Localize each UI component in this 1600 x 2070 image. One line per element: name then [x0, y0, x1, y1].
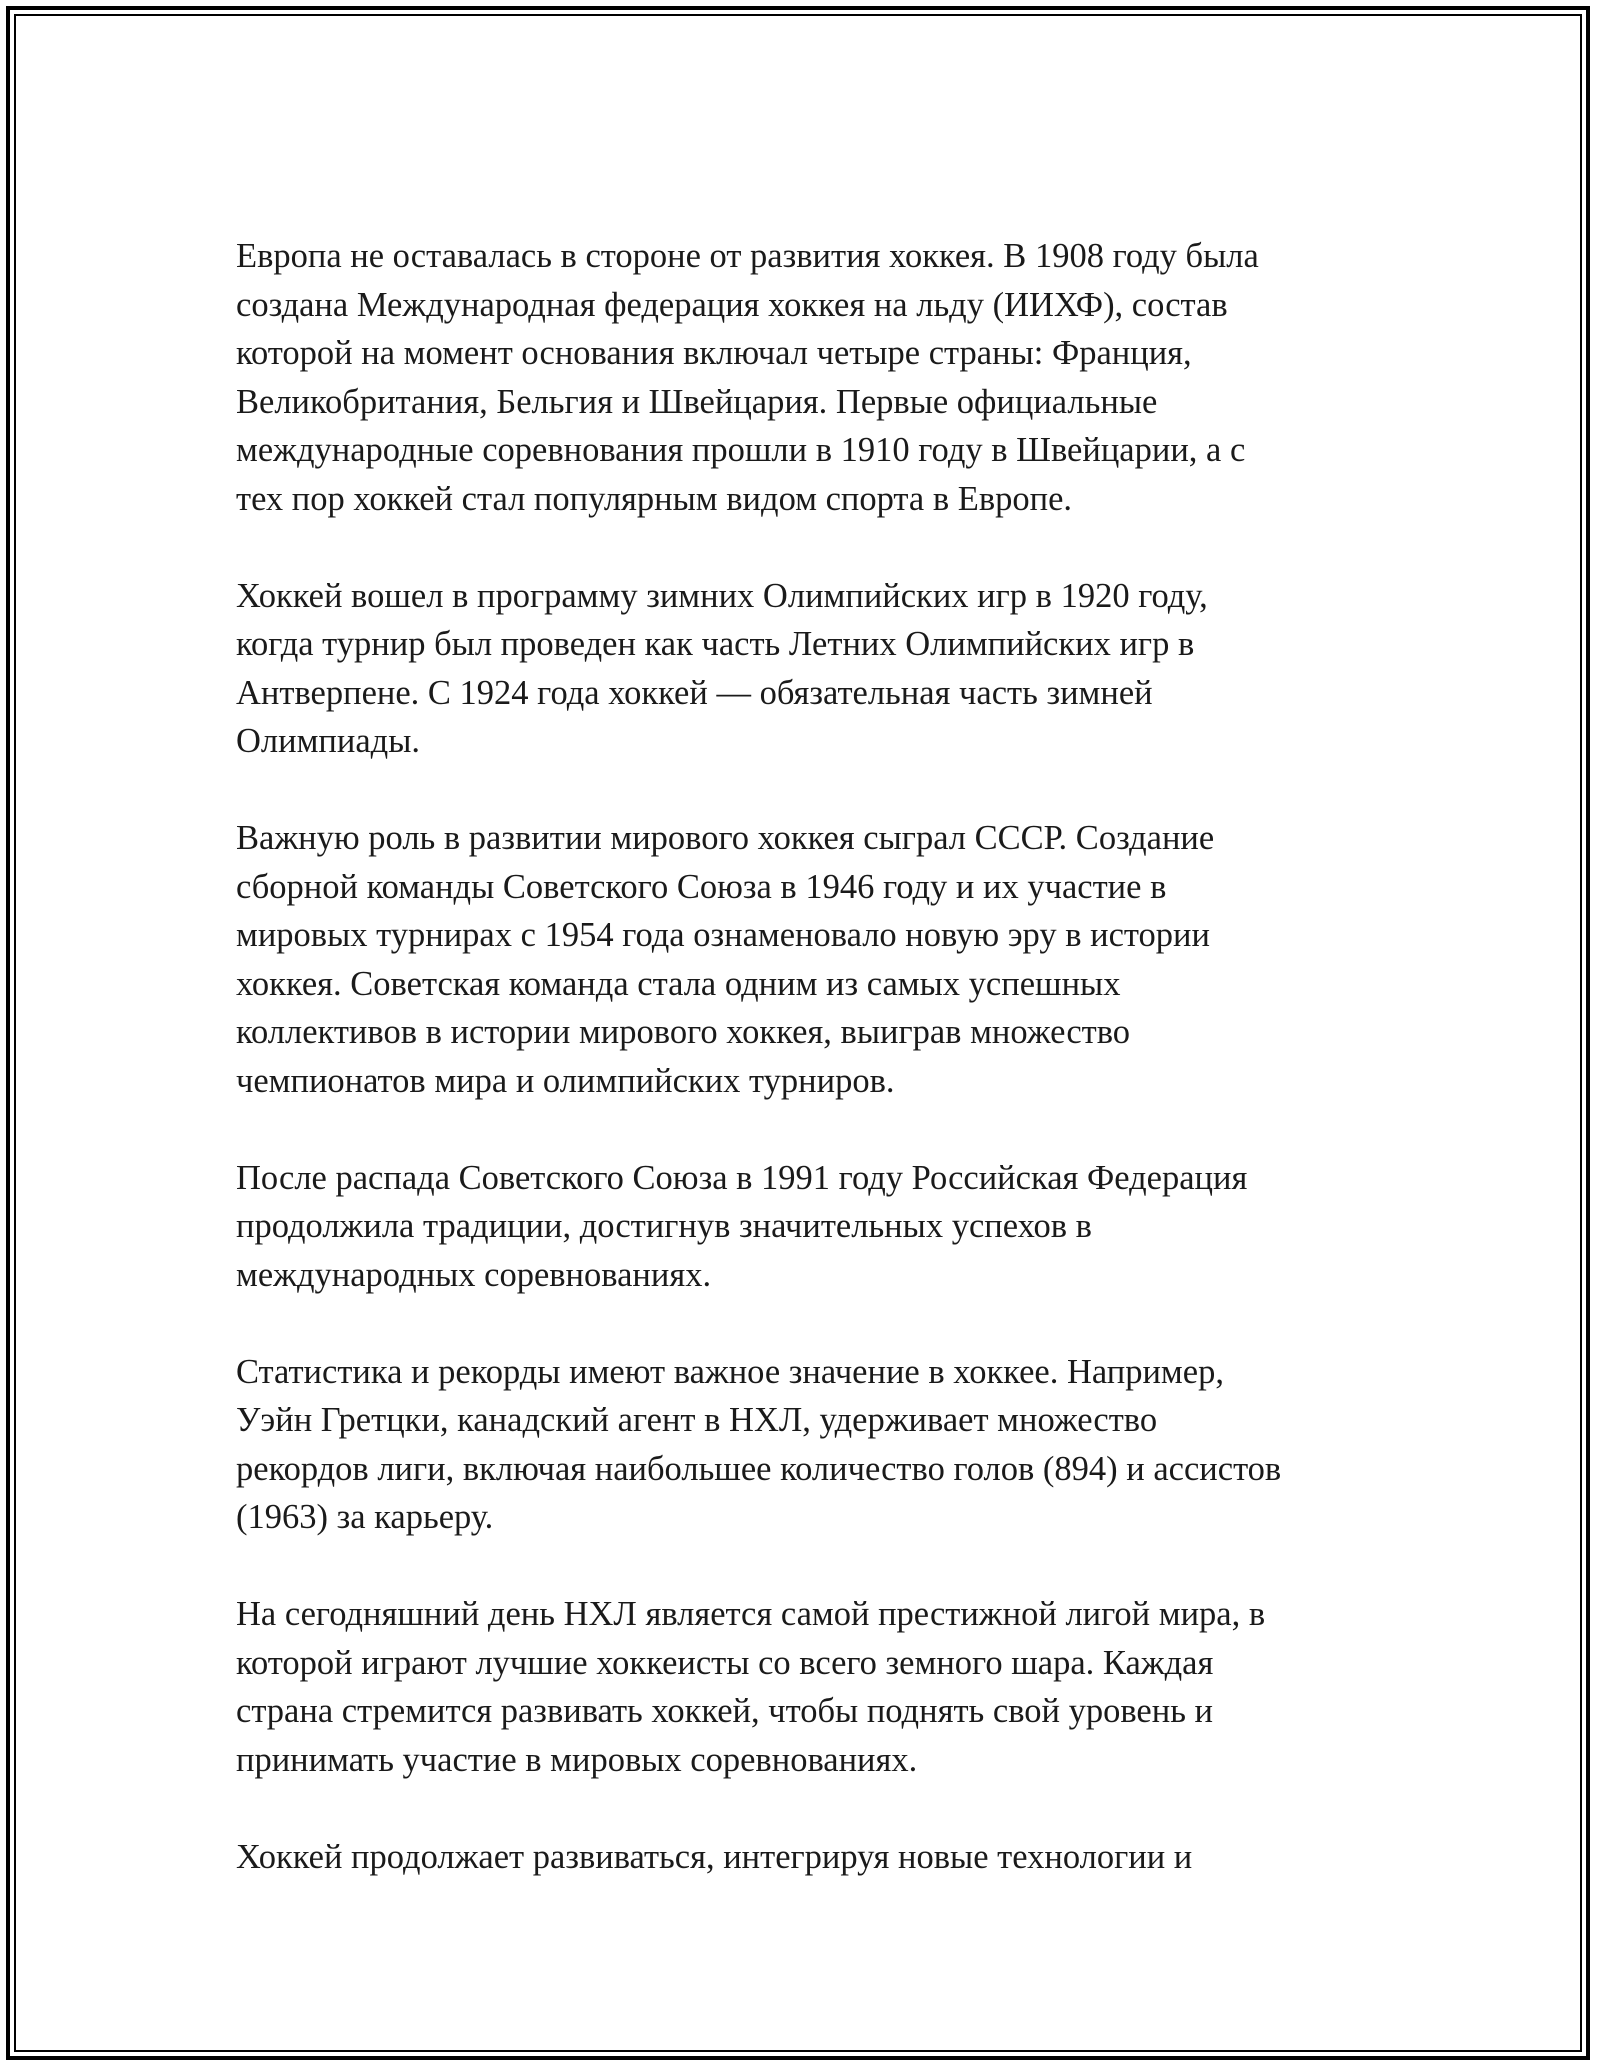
text-line: Уэйн Гретцки, канадский агент в НХЛ, удерживает множество: [236, 1401, 1158, 1439]
text-line: создана Международная федерация хоккея на льду (ИИХФ), состав: [236, 285, 1228, 324]
text-line: (1963) за карьеру.: [236, 1498, 494, 1536]
text-line: принимать участие в мировых соревнованиях.: [236, 1740, 918, 1779]
text-line: продолжила традиции, достигнув значительных успехов в: [236, 1207, 1092, 1245]
text-line: международные соревнования прошли в 1910 году в Швейцарии, а с: [236, 431, 1246, 469]
text-line: рекордов лиги, включая наибольшее количество голов (894) и ассистов: [236, 1449, 1282, 1488]
text-line: которой играют лучшие хоккеисты со всего земного шара. Каждая: [236, 1643, 1214, 1682]
text-line: международных соревнованиях.: [236, 1255, 712, 1294]
text-line: хоккея. Советская команда стала одним из самых успешных: [236, 964, 1121, 1003]
paragraph-ussr: [236, 814, 1376, 1105]
paragraph-russia: [236, 1154, 1376, 1300]
document-body: [236, 232, 1376, 1930]
text-line: когда турнир был проведен как часть Летних Олимпийских игр в: [236, 625, 1195, 663]
text-line: коллективов в истории мирового хоккея, выиграв множество: [236, 1013, 1131, 1051]
paragraph-statistics: [236, 1348, 1376, 1542]
paragraph-europe: [236, 232, 1376, 523]
paragraph-nhl: [236, 1590, 1376, 1784]
text-line: мировых турнирах с 1954 года ознаменовало новую эру в истории: [236, 916, 1210, 954]
text-line: Европа не оставалась в стороне от развития хоккея. В 1908 году была: [236, 237, 1259, 275]
text-line: Олимпиады.: [236, 722, 421, 760]
text-line: Великобритания, Бельгия и Швейцария. Первые официальные: [236, 382, 1158, 421]
text-line: которой на момент основания включал четыре страны: Франция,: [236, 334, 1192, 372]
text-line: Статистика и рекорды имеют важное значение в хоккее. Например,: [236, 1352, 1224, 1391]
text-line: После распада Советского Союза в 1991 году Российская Федерация: [236, 1158, 1248, 1197]
text-line: сборной команды Советского Союза в 1946 году и их участие в: [236, 867, 1167, 906]
text-line: страна стремится развивать хоккей, чтобы поднять свой уровень и: [236, 1692, 1214, 1730]
text-line: Хоккей продолжает развиваться, интегрируя новые технологии и: [236, 1837, 1193, 1876]
text-line: тех пор хоккей стал популярным видом спорта в Европе.: [236, 479, 1073, 518]
paragraph-olympics: [236, 572, 1376, 766]
text-line: Хоккей вошел в программу зимних Олимпийских игр в 1920 году,: [236, 576, 1208, 615]
text-line: Антверпене. С 1924 года хоккей — обязательная часть зимней: [236, 673, 1153, 712]
text-line: Важную роль в развитии мирового хоккея сыграл СССР. Создание: [236, 819, 1215, 857]
paragraph-development: [236, 1833, 1376, 1882]
text-line: чемпионатов мира и олимпийских турниров.: [236, 1061, 895, 1100]
text-line: На сегодняшний день НХЛ является самой престижной лигой мира, в: [236, 1595, 1266, 1633]
